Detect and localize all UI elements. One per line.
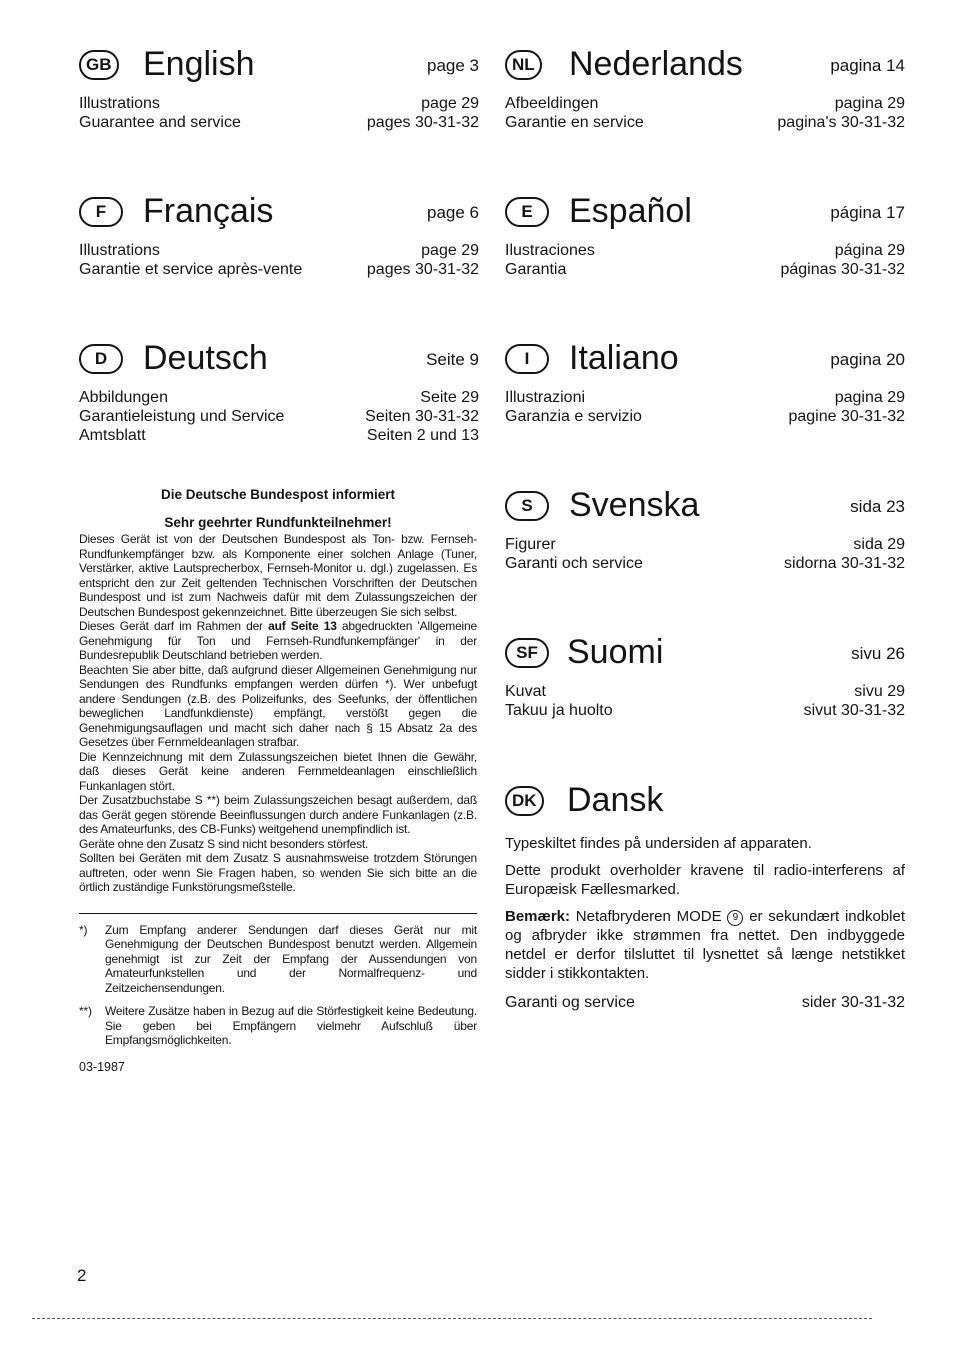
language-title-dansk: Dansk	[567, 781, 664, 819]
language-title-suomi: Suomi	[567, 633, 664, 671]
row-label: Kuvat	[505, 683, 546, 700]
row-label: Garantie et service après-vente	[79, 261, 303, 278]
language-page-nederlands: pagina 14	[830, 56, 905, 75]
section-italiano	[505, 336, 905, 426]
row-value: sivu 29	[854, 683, 905, 700]
country-badge-sf: SF	[505, 638, 549, 668]
notice-paragraph: Der Zusatzbuchstabe S **) beim Zulassungszeichen besagt außerdem, daß das Gerät gegen störende Beeinflussungen durch andere Funkanlagen (z.B. des Amateurfunks, des CB-Funks) weitgehend unempfindlich ist.	[79, 793, 477, 836]
country-badge-nl: NL	[505, 50, 542, 80]
index-row	[505, 535, 905, 554]
language-title-francais: Français	[143, 192, 274, 230]
footnote-text: Weitere Zusätze haben in Bezug auf die Störfestigkeit keine Bedeutung. Sie geben bei Empfängern vielmehr Aufschluß über Empfangsmöglichkeiten.	[105, 1004, 477, 1047]
row-label: Afbeeldingen	[505, 95, 599, 112]
dansk-note-label: Bemærk:	[505, 908, 571, 925]
section-espanol	[505, 189, 905, 279]
row-value: Seiten 30-31-32	[365, 408, 479, 425]
row-value: pages 30-31-32	[366, 261, 479, 278]
section-francais	[79, 189, 479, 279]
country-badge-d: D	[79, 344, 123, 374]
index-row	[79, 260, 479, 279]
mode-button-number-icon: 9	[727, 910, 743, 926]
row-value: page 29	[421, 95, 479, 112]
row-value: sivut 30-31-32	[803, 702, 905, 719]
row-value: sider 30-31-32	[801, 994, 905, 1011]
edition-date: 03-1987	[79, 1059, 125, 1074]
language-title-espanol: Español	[569, 192, 692, 230]
index-row	[505, 388, 905, 407]
language-page-francais: page 6	[427, 203, 479, 222]
row-label: Illustrations	[79, 95, 160, 112]
index-row	[79, 94, 479, 113]
country-badge-i: I	[505, 344, 549, 374]
language-page-deutsch: Seite 9	[426, 350, 479, 369]
notice-paragraph: Geräte ohne den Zusatz S sind nicht besonders störfest.	[79, 836, 369, 851]
row-value: Seite 29	[420, 389, 479, 406]
index-row	[79, 407, 479, 426]
row-label: Amtsblatt	[79, 427, 146, 444]
row-value: pagine 30-31-32	[788, 408, 905, 425]
country-badge-e: E	[505, 197, 549, 227]
section-svenska	[505, 483, 905, 573]
notice-title: Die Deutsche Bundespost informiert	[160, 487, 396, 502]
dansk-text: er sekundært indkoblet og afbryder ikke strømmen fra nettet. Den indbyggede netdel er derfor tilsluttet til lysnettet så længe netstikket sidder i stikkontakten.	[505, 908, 905, 982]
notice-paragraph: Dieses Gerät ist von der Deutschen Bundespost als Ton- bzw. Fernseh-Rundfunkempfänger bzw. als Komponente einer solchen Anlage (Tuner, Verstärker, aktive Lautsprecherbox, Fernseh-Monitor u. dgl.) zugelassen. Es entspricht den zur Zeit geltenden Technischen Vorschriften der Deutschen Bundespost und ist zum Nachweis dafür mit dem Zulassungszeichen der Deutschen Bundespost gekennzeichnet. Bitte überzeugen Sie sich selbst.	[79, 532, 477, 619]
notice-paragraph: Beachten Sie aber bitte, daß aufgrund dieser Allgemeinen Genehmigung nur Sendungen des Rundfunks empfangen werden dürfen *). Wer unbefugt andere Sendungen (z.B. des Polizeifunks, des Seefunks, der öffentlichen beweglichen Landfunkdienste) empfängt, verstößt gegen die Genehmigungsauflagen und macht sich daher nach § 15 Absatz 2a des Gesetzes über Fernmeldeanlagen strafbar.	[79, 662, 477, 749]
country-badge-gb: GB	[79, 50, 119, 80]
dansk-paragraph: Dette produkt overholder kravene til radio-interferens af Europæisk Fællesmarked.	[505, 862, 905, 898]
bottom-rule	[32, 1318, 872, 1319]
notice-paragraph: Sollten bei Geräten mit dem Zusatz S ausnahmsweise trotzdem Störungen auftreten, oder wenn Sie Fragen haben, so wenden Sie sich bitte an die örtlich zuständige Funkstörungsmeßstelle.	[79, 851, 477, 894]
index-row	[505, 554, 905, 573]
country-badge-s: S	[505, 491, 549, 521]
notice-greeting: Sehr geehrter Rundfunkteilnehmer!	[164, 515, 392, 530]
row-label: Abbildungen	[79, 389, 168, 406]
language-page-italiano: pagina 20	[830, 350, 905, 369]
row-label: Illustrazioni	[505, 389, 586, 406]
notice-emphasis: auf Seite 13	[268, 619, 337, 633]
dansk-paragraph	[505, 907, 905, 983]
notice-paragraph	[79, 619, 477, 663]
row-value: sidorna 30-31-32	[784, 555, 905, 572]
row-value: páginas 30-31-32	[780, 261, 905, 278]
row-label: Illustrations	[79, 242, 160, 259]
footnote-text: Zum Empfang anderer Sendungen darf dieses Gerät nur mit Genehmigung der Deutschen Bundespost benutzt werden. Allgemein genehmigt ist zur Zeit der Empfang der Aussendungen von Amateurfunkstellen und der Normalfrequenz- und Zeitzeichensendungen.	[105, 922, 477, 995]
footnote-divider	[79, 913, 477, 914]
row-value: Seiten 2 und 13	[366, 427, 479, 444]
country-badge-f: F	[79, 197, 123, 227]
language-page-english: page 3	[427, 56, 479, 75]
index-row	[505, 260, 905, 279]
index-row	[79, 241, 479, 260]
row-label: Takuu ja huolto	[505, 702, 613, 719]
row-label: Figurer	[505, 536, 556, 553]
footnote	[79, 923, 477, 996]
row-label: Garantieleistung und Service	[79, 408, 285, 425]
index-row	[505, 682, 905, 701]
dansk-text: Netafbryderen MODE	[570, 908, 728, 925]
index-row	[505, 113, 905, 132]
row-value: sida 29	[853, 536, 905, 553]
row-value: pagina's 30-31-32	[777, 114, 905, 131]
row-label: Garanti og service	[505, 994, 635, 1011]
language-title-nederlands: Nederlands	[569, 45, 743, 83]
bundespost-notice	[79, 486, 477, 1074]
row-label: Ilustraciones	[505, 242, 595, 259]
notice-paragraph: Die Kennzeichnung mit dem Zulassungszeichen bietet Ihnen die Gewähr, daß dieses Gerät keine anderen Fernmeldeanlagen einschließlich Funkanlagen stört.	[79, 749, 477, 793]
notice-body	[79, 532, 477, 895]
row-label: Garantie en service	[505, 114, 644, 131]
language-page-espanol: página 17	[830, 203, 905, 222]
page-number: 2	[77, 1266, 87, 1285]
index-row	[505, 407, 905, 426]
footnote	[79, 1004, 477, 1048]
language-title-deutsch: Deutsch	[143, 339, 268, 377]
row-value: pagina 29	[834, 95, 905, 112]
index-row	[505, 94, 905, 113]
dansk-paragraph: Typeskiltet findes på undersiden af apparaten.	[505, 835, 812, 852]
notice-text: Dieses Gerät darf im Rahmen der	[79, 619, 269, 633]
row-value: pages 30-31-32	[366, 114, 479, 131]
index-row	[505, 993, 905, 1013]
language-page-suomi: sivu 26	[851, 644, 905, 663]
row-label: Garanzia e servizio	[505, 408, 642, 425]
section-suomi	[505, 630, 905, 720]
row-label: Garanti och service	[505, 555, 643, 572]
language-title-italiano: Italiano	[569, 339, 679, 377]
section-nederlands	[505, 42, 905, 132]
footnote-mark: *)	[79, 922, 88, 937]
language-title-english: English	[143, 45, 255, 83]
index-row	[505, 241, 905, 260]
section-dansk	[505, 778, 905, 1013]
footnote-mark: **)	[79, 1004, 92, 1018]
row-label: Guarantee and service	[79, 114, 241, 131]
row-value: página 29	[834, 242, 905, 259]
index-row	[505, 701, 905, 720]
index-row	[79, 113, 479, 132]
language-title-svenska: Svenska	[569, 486, 700, 524]
section-english	[79, 42, 479, 132]
dansk-body	[505, 834, 905, 983]
country-badge-dk: DK	[505, 786, 544, 816]
language-page-svenska: sida 23	[850, 497, 905, 516]
row-value: page 29	[421, 242, 479, 259]
row-value: pagina 29	[834, 389, 905, 406]
row-label: Garantia	[505, 261, 567, 278]
index-row	[79, 388, 479, 407]
index-row	[79, 426, 479, 445]
section-deutsch	[79, 336, 479, 445]
notice-text: abgedruckten 'Allgemeine Genehmigung für Ton und Fernseh-Rundfunkempfänger' in der Bundesrepublik Deutschland betrieben werden.	[79, 619, 477, 662]
